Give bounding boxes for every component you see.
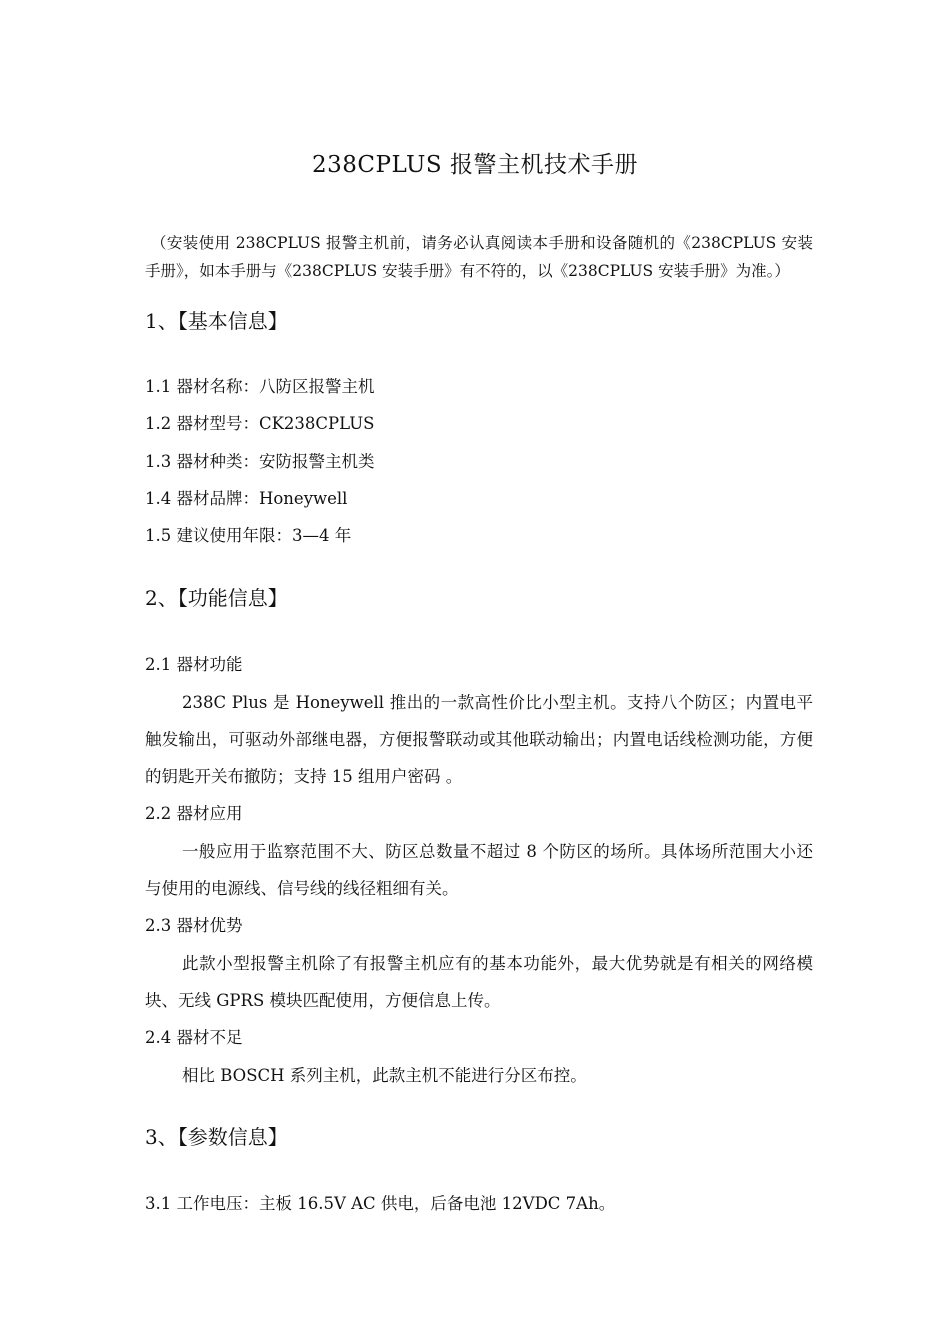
basic-info-item-type: 1.3 器材种类：安防报警主机类	[145, 452, 375, 471]
basic-info-item-name: 1.1 器材名称：八防区报警主机	[145, 377, 375, 396]
section-heading-basic-info: 1、【基本信息】	[145, 309, 288, 333]
subsection-title-shortcoming: 2.4 器材不足	[145, 1028, 243, 1047]
subsection-text-shortcoming: 相比 BOSCH 系列主机，此款主机不能进行分区布控。	[182, 1066, 587, 1085]
document-title: 238CPLUS 报警主机技术手册	[312, 152, 638, 178]
intro-note: （安装使用 238CPLUS 报警主机前，请务必认真阅读本手册和设备随机的《238CPLUS 安装手册》，如本手册与《238CPLUS 安装手册》有不符的，以《238CPLUS 安装手册》为准。）	[145, 234, 813, 280]
subsection-title-application: 2.2 器材应用	[145, 804, 243, 823]
section-heading-parameter-info: 3、【参数信息】	[145, 1125, 288, 1149]
parameter-item-voltage: 3.1 工作电压：主板 16.5V AC 供电，后备电池 12VDC 7Ah。	[145, 1194, 616, 1213]
basic-info-item-model: 1.2 器材型号：CK238CPLUS	[145, 414, 375, 433]
subsection-text-application: 一般应用于监察范围不大、防区总数量不超过 8 个防区的场所。具体场所范围大小还与使用的电源线、信号线的线径粗细有关。	[145, 842, 813, 898]
subsection-title-advantage: 2.3 器材优势	[145, 916, 243, 935]
subsection-title-function: 2.1 器材功能	[145, 655, 243, 674]
subsection-text-advantage: 此款小型报警主机除了有报警主机应有的基本功能外，最大优势就是有相关的网络模块、无线 GPRS 模块匹配使用，方便信息上传。	[145, 954, 813, 1010]
subsection-text-function: 238C Plus 是 Honeywell 推出的一款高性价比小型主机。支持八个防区；内置电平触发输出，可驱动外部继电器，方便报警联动或其他联动输出；内置电话线检测功能，方便的钥匙开关布撤防；支持 15 组用户密码 。	[145, 693, 813, 786]
basic-info-item-lifespan: 1.5 建议使用年限：3—4 年	[145, 526, 352, 545]
section-heading-function-info: 2、【功能信息】	[145, 586, 288, 610]
basic-info-item-brand: 1.4 器材品牌：Honeywell	[145, 489, 348, 508]
